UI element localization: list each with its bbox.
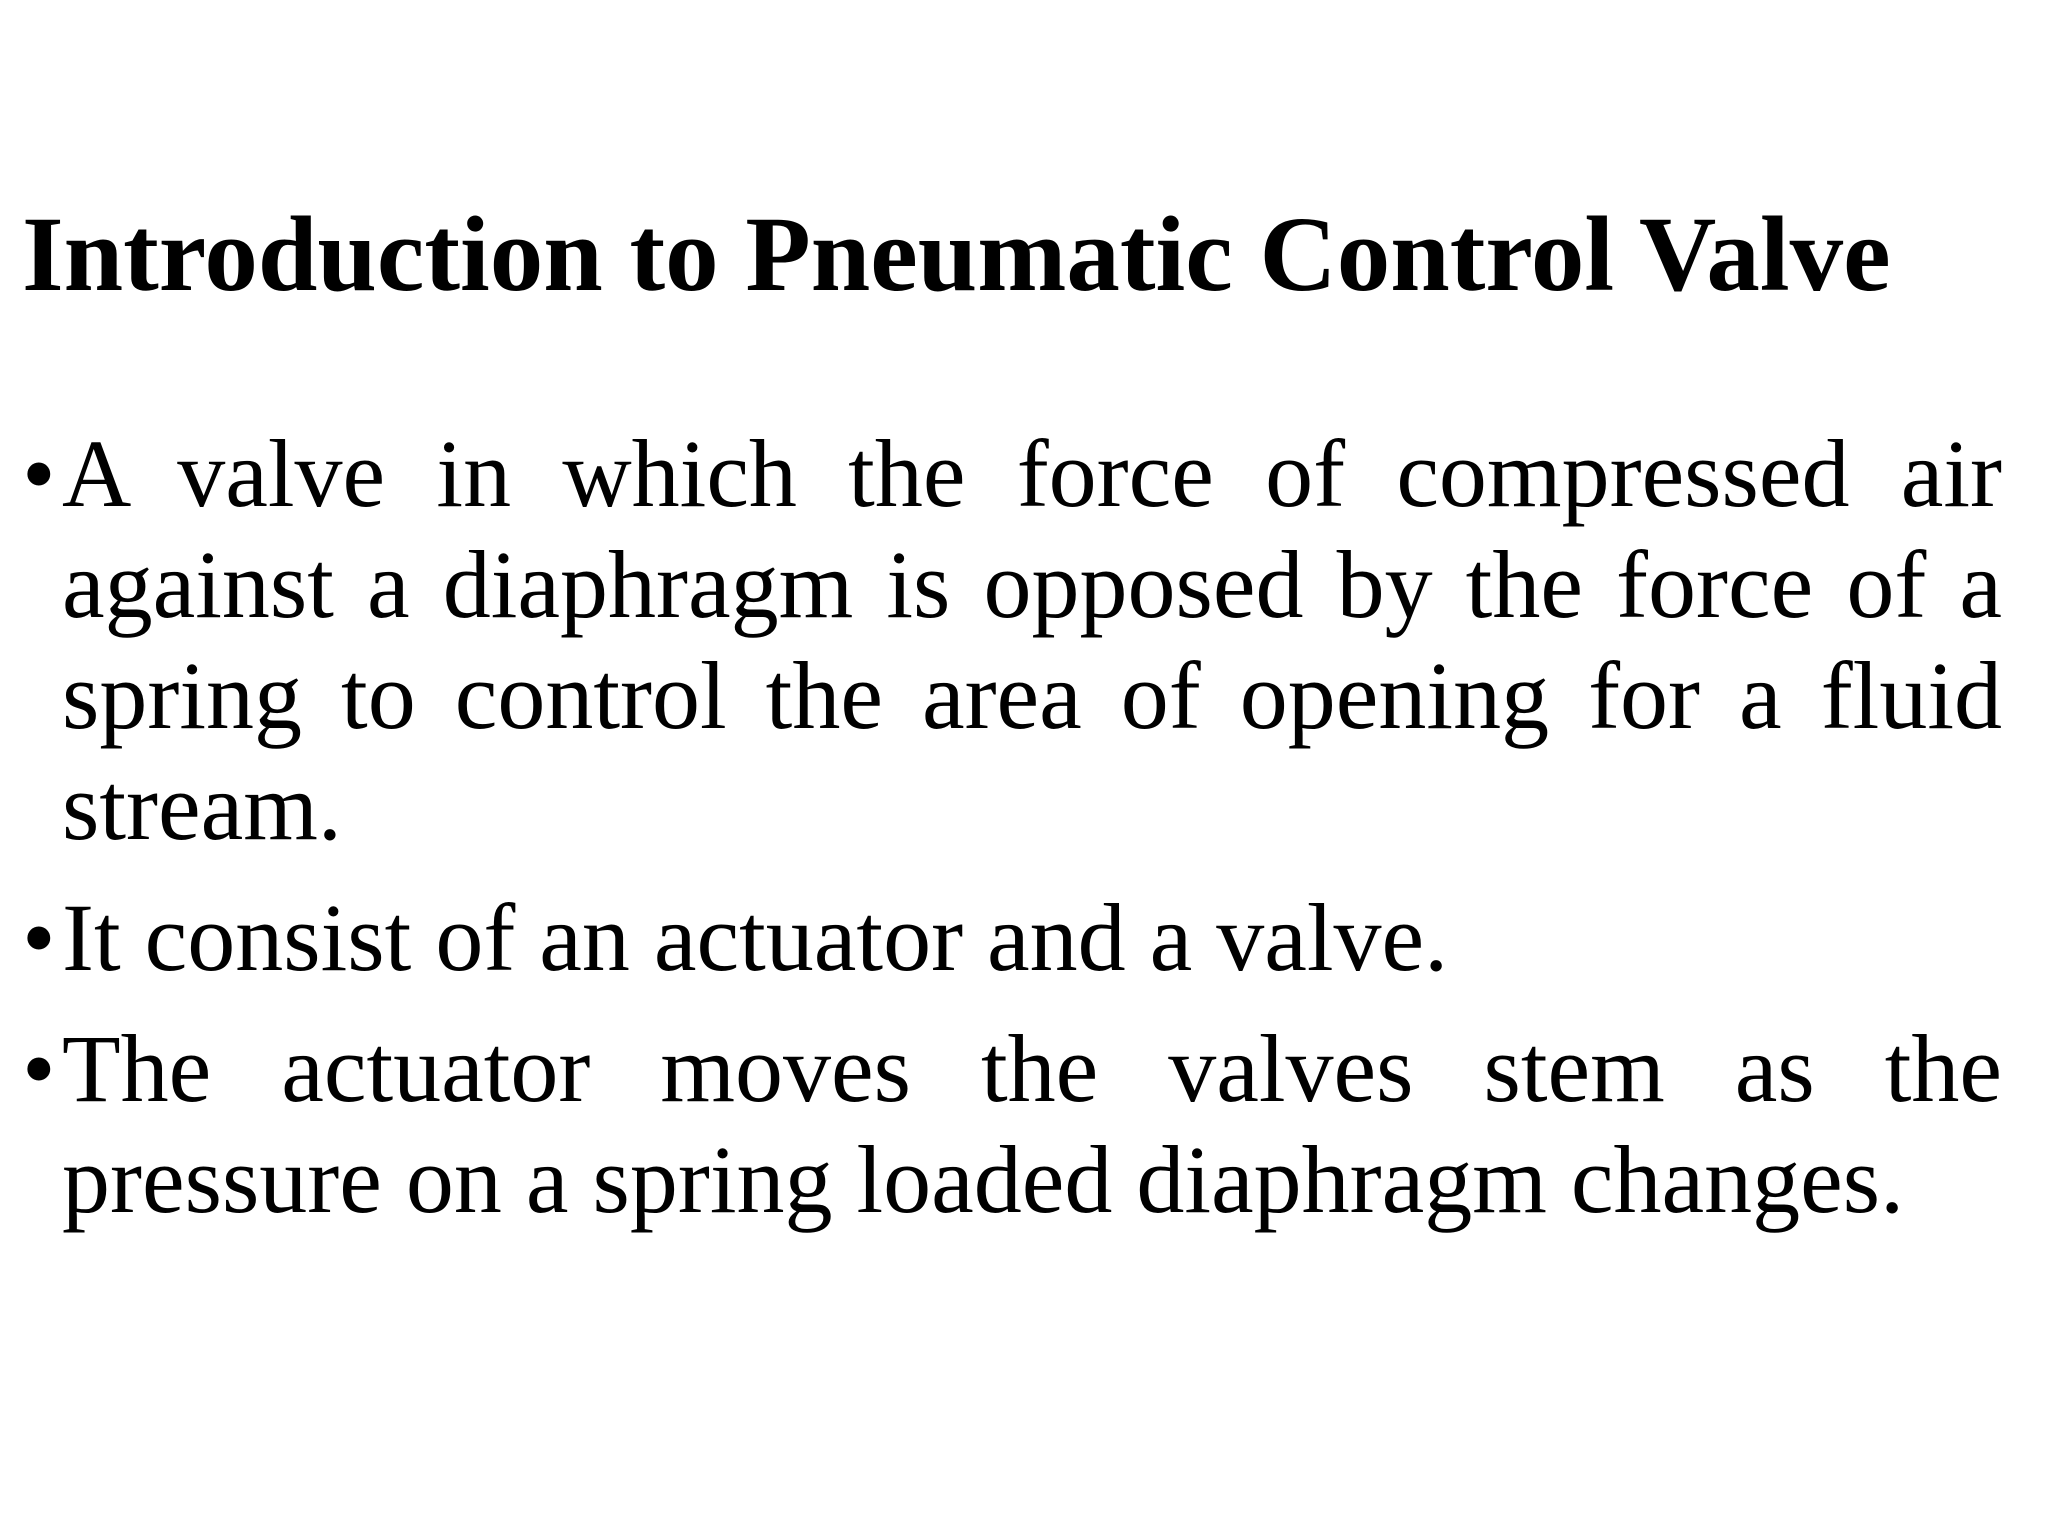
slide-title: Introduction to Pneumatic Control Valve <box>22 196 1891 314</box>
bullet-text: A valve in which the force of compressed air against a diaphragm is opposed by the force of a spring to control the area of opening for a fluid stream. <box>62 420 2002 860</box>
bullet-text: The actuator moves the valves stem as the pressure on a spring loaded diaphragm changes. <box>62 1015 2002 1233</box>
bullet-dot-icon: • <box>22 884 56 991</box>
bullet-item <box>22 882 2002 993</box>
bullet-item <box>22 418 2002 862</box>
bullet-text: It consist of an actuator and a valve. <box>62 884 1449 991</box>
bullet-list <box>22 418 2002 1255</box>
bullet-dot-icon: • <box>22 420 56 527</box>
bullet-item <box>22 1013 2002 1235</box>
bullet-dot-icon: • <box>22 1015 56 1122</box>
